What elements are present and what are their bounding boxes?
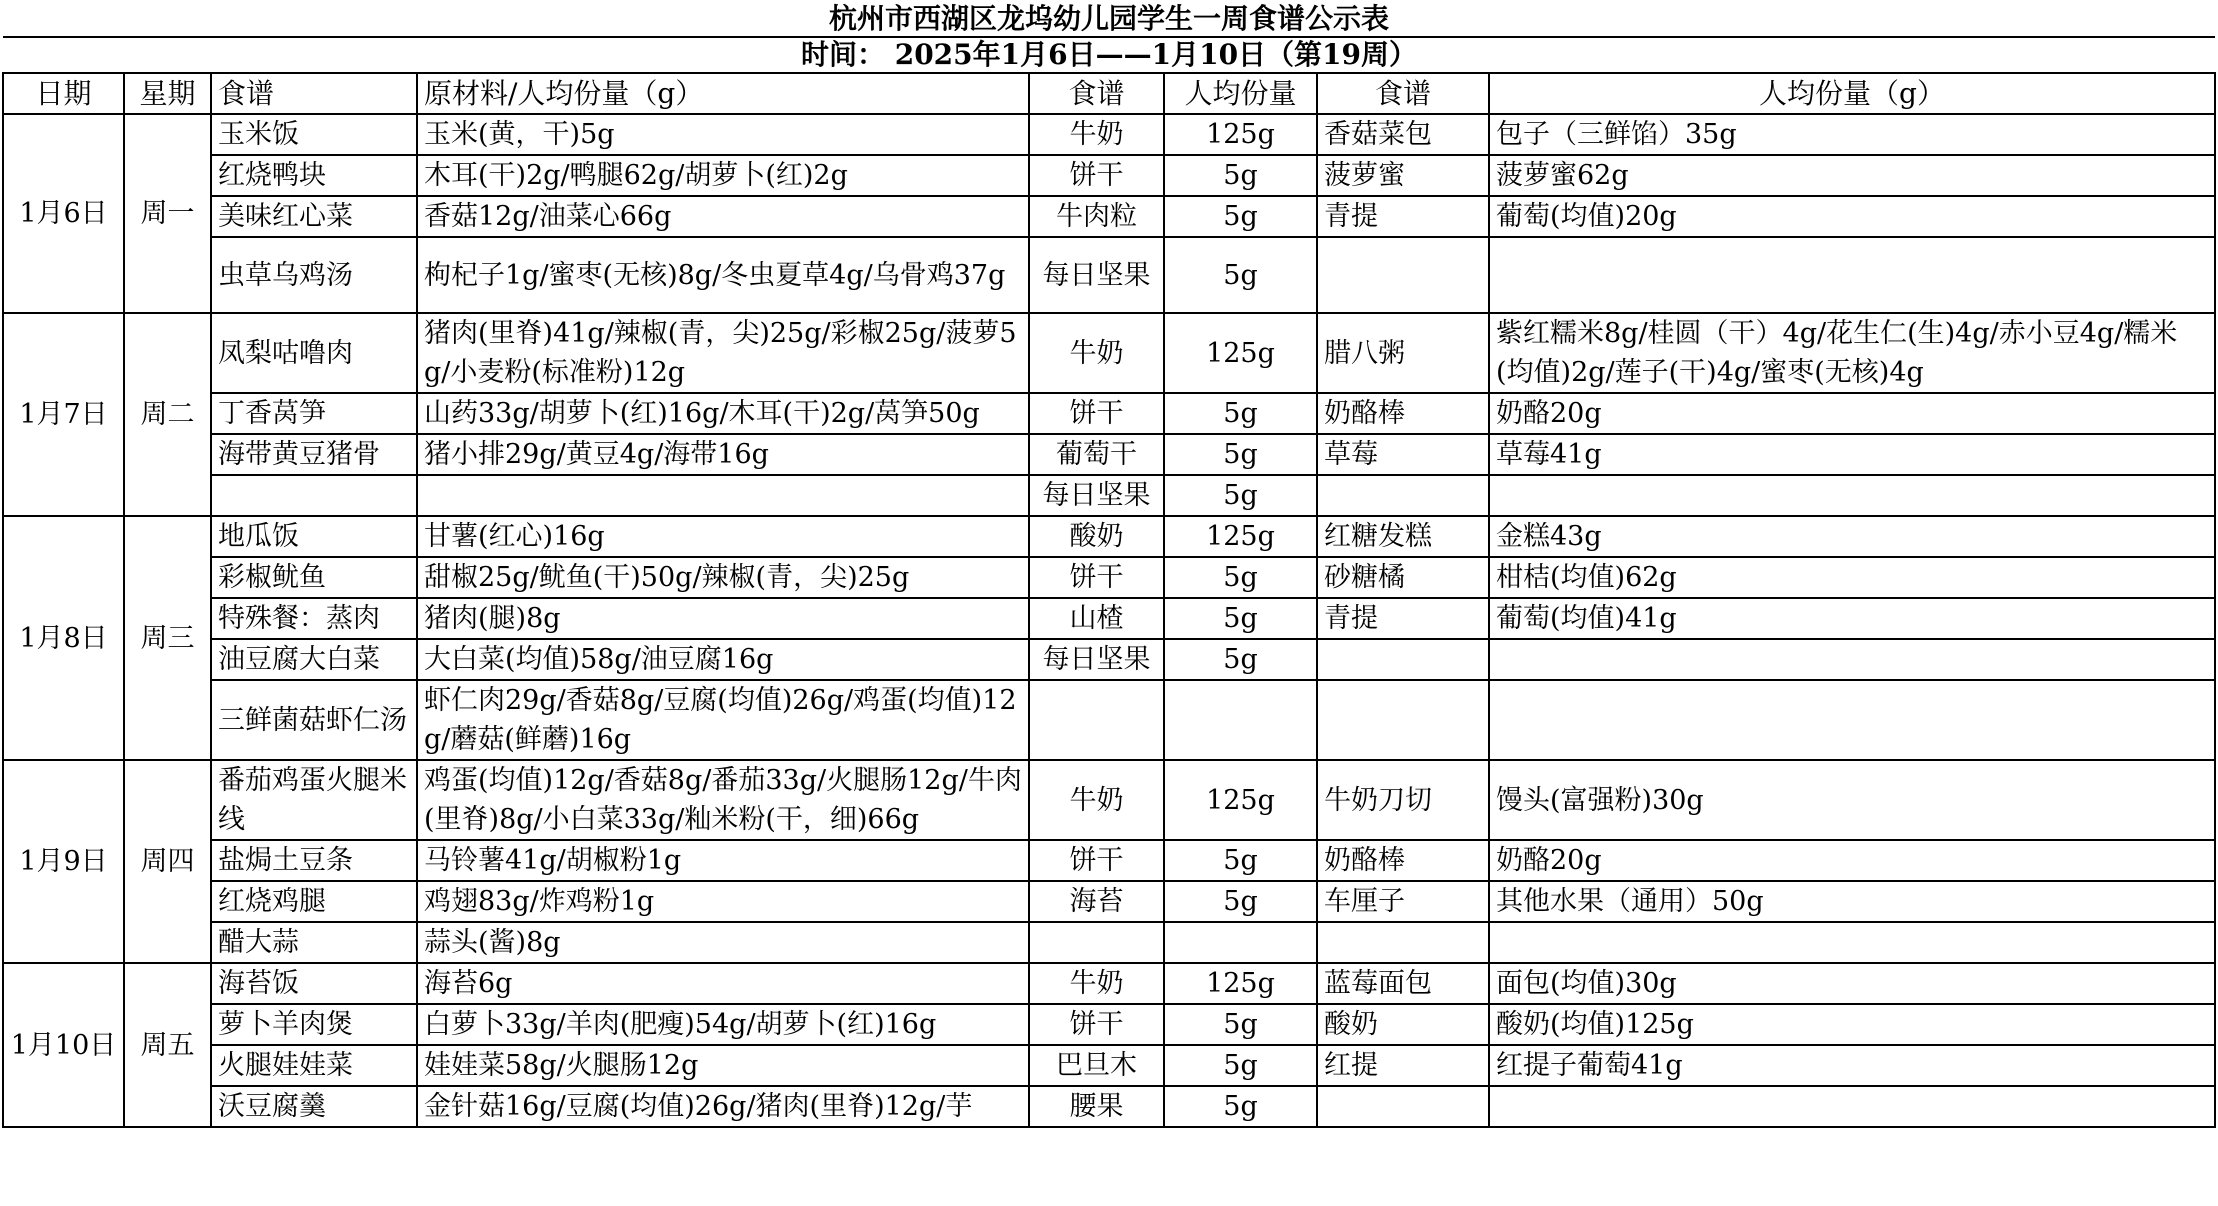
snack-portion-cell: 5g <box>1164 434 1317 475</box>
header-snack: 食谱 <box>1029 73 1164 114</box>
table-row <box>3 475 2215 516</box>
ingredients-cell: 山药33g/胡萝卜(红)16g/木耳(干)2g/莴笋50g <box>417 393 1029 434</box>
date-cell: 1月10日 <box>3 963 124 1127</box>
table-row <box>3 434 2215 475</box>
table-row <box>3 1086 2215 1127</box>
snack-portion-cell: 5g <box>1164 557 1317 598</box>
afternoon-cell <box>1317 1086 1489 1127</box>
date-cell: 1月8日 <box>3 516 124 760</box>
afternoon-portion-cell: 红提子葡萄41g <box>1489 1045 2215 1086</box>
snack-portion-cell: 5g <box>1164 1004 1317 1045</box>
afternoon-cell: 香菇菜包 <box>1317 114 1489 155</box>
header-afternoon: 食谱 <box>1317 73 1489 114</box>
snack-portion-cell: 125g <box>1164 516 1317 557</box>
ingredients-cell: 鸡蛋(均值)12g/香菇8g/番茄33g/火腿肠12g/牛肉(里脊)8g/小白菜33g/籼米粉(干，细)66g <box>417 760 1029 840</box>
table-row <box>3 1004 2215 1045</box>
afternoon-cell: 牛奶刀切 <box>1317 760 1489 840</box>
snack-cell: 牛肉粒 <box>1029 196 1164 237</box>
snack-cell: 饼干 <box>1029 1004 1164 1045</box>
ingredients-cell: 大白菜(均值)58g/油豆腐16g <box>417 639 1029 680</box>
recipe-cell <box>211 475 417 516</box>
afternoon-portion-cell: 葡萄(均值)41g <box>1489 598 2215 639</box>
ingredients-cell: 海苔6g <box>417 963 1029 1004</box>
ingredients-cell: 鸡翅83g/炸鸡粉1g <box>417 881 1029 922</box>
afternoon-portion-cell: 其他水果（通用）50g <box>1489 881 2215 922</box>
recipe-cell: 彩椒鱿鱼 <box>211 557 417 598</box>
weekday-cell: 周一 <box>124 114 211 313</box>
recipe-cell: 红烧鸡腿 <box>211 881 417 922</box>
snack-portion-cell: 5g <box>1164 155 1317 196</box>
snack-portion-cell: 125g <box>1164 963 1317 1004</box>
ingredients-cell: 甜椒25g/鱿鱼(干)50g/辣椒(青，尖)25g <box>417 557 1029 598</box>
afternoon-cell: 青提 <box>1317 598 1489 639</box>
afternoon-portion-cell: 面包(均值)30g <box>1489 963 2215 1004</box>
table-row <box>3 639 2215 680</box>
afternoon-portion-cell: 柑桔(均值)62g <box>1489 557 2215 598</box>
afternoon-portion-cell <box>1489 475 2215 516</box>
afternoon-portion-cell: 奶酪20g <box>1489 840 2215 881</box>
snack-cell: 饼干 <box>1029 393 1164 434</box>
table-row <box>3 313 2215 393</box>
afternoon-cell <box>1317 237 1489 313</box>
menu-table <box>2 2 2216 1128</box>
table-row <box>3 680 2215 760</box>
recipe-cell: 海苔饭 <box>211 963 417 1004</box>
header-weekday: 星期 <box>124 73 211 114</box>
snack-portion-cell: 5g <box>1164 598 1317 639</box>
ingredients-cell: 马铃薯41g/胡椒粉1g <box>417 840 1029 881</box>
snack-cell: 每日坚果 <box>1029 475 1164 516</box>
ingredients-cell: 木耳(干)2g/鸭腿62g/胡萝卜(红)2g <box>417 155 1029 196</box>
afternoon-portion-cell: 金糕43g <box>1489 516 2215 557</box>
page-subtitle: 时间： 2025年1月6日——1月10日（第19周） <box>3 37 2215 73</box>
afternoon-cell <box>1317 680 1489 760</box>
snack-cell: 饼干 <box>1029 155 1164 196</box>
recipe-cell: 玉米饭 <box>211 114 417 155</box>
table-row <box>3 881 2215 922</box>
recipe-cell: 丁香莴笋 <box>211 393 417 434</box>
table-row <box>3 516 2215 557</box>
recipe-cell: 盐焗土豆条 <box>211 840 417 881</box>
snack-cell: 海苔 <box>1029 881 1164 922</box>
snack-cell: 饼干 <box>1029 557 1164 598</box>
header-afternoon-portion: 人均份量（g） <box>1489 73 2215 114</box>
ingredients-cell <box>417 475 1029 516</box>
afternoon-portion-cell <box>1489 922 2215 963</box>
table-row <box>3 598 2215 639</box>
snack-cell: 巴旦木 <box>1029 1045 1164 1086</box>
page-title: 杭州市西湖区龙坞幼儿园学生一周食谱公示表 <box>3 2 2215 37</box>
afternoon-cell: 菠萝蜜 <box>1317 155 1489 196</box>
table-row <box>3 963 2215 1004</box>
afternoon-cell: 草莓 <box>1317 434 1489 475</box>
header-ingredients: 原材料/人均份量（g） <box>417 73 1029 114</box>
recipe-cell: 地瓜饭 <box>211 516 417 557</box>
afternoon-portion-cell: 紫红糯米8g/桂圆（干）4g/花生仁(生)4g/赤小豆4g/糯米(均值)2g/莲子(干)4g/蜜枣(无核)4g <box>1489 313 2215 393</box>
weekday-cell: 周三 <box>124 516 211 760</box>
afternoon-cell: 红提 <box>1317 1045 1489 1086</box>
afternoon-portion-cell: 馒头(富强粉)30g <box>1489 760 2215 840</box>
afternoon-portion-cell: 葡萄(均值)20g <box>1489 196 2215 237</box>
recipe-cell: 沃豆腐羹 <box>211 1086 417 1127</box>
date-cell: 1月7日 <box>3 313 124 516</box>
snack-cell: 每日坚果 <box>1029 639 1164 680</box>
afternoon-portion-cell <box>1489 639 2215 680</box>
table-row <box>3 237 2215 313</box>
snack-portion-cell <box>1164 680 1317 760</box>
table-row <box>3 840 2215 881</box>
snack-cell <box>1029 680 1164 760</box>
afternoon-portion-cell: 酸奶(均值)125g <box>1489 1004 2215 1045</box>
table-row <box>3 1045 2215 1086</box>
snack-portion-cell: 5g <box>1164 840 1317 881</box>
ingredients-cell: 猪小排29g/黄豆4g/海带16g <box>417 434 1029 475</box>
snack-portion-cell: 5g <box>1164 881 1317 922</box>
snack-cell: 牛奶 <box>1029 963 1164 1004</box>
table-row <box>3 393 2215 434</box>
recipe-cell: 虫草乌鸡汤 <box>211 237 417 313</box>
recipe-cell: 番茄鸡蛋火腿米线 <box>211 760 417 840</box>
snack-cell: 牛奶 <box>1029 760 1164 840</box>
recipe-cell: 火腿娃娃菜 <box>211 1045 417 1086</box>
snack-portion-cell: 5g <box>1164 393 1317 434</box>
afternoon-cell: 砂糖橘 <box>1317 557 1489 598</box>
table-row <box>3 760 2215 840</box>
ingredients-cell: 猪肉(腿)8g <box>417 598 1029 639</box>
afternoon-cell: 青提 <box>1317 196 1489 237</box>
ingredients-cell: 枸杞子1g/蜜枣(无核)8g/冬虫夏草4g/乌骨鸡37g <box>417 237 1029 313</box>
afternoon-cell: 腊八粥 <box>1317 313 1489 393</box>
snack-portion-cell: 5g <box>1164 639 1317 680</box>
afternoon-cell <box>1317 639 1489 680</box>
afternoon-portion-cell <box>1489 1086 2215 1127</box>
date-cell: 1月9日 <box>3 760 124 963</box>
snack-portion-cell: 5g <box>1164 1086 1317 1127</box>
snack-cell <box>1029 922 1164 963</box>
ingredients-cell: 甘薯(红心)16g <box>417 516 1029 557</box>
afternoon-cell: 酸奶 <box>1317 1004 1489 1045</box>
snack-cell: 山楂 <box>1029 598 1164 639</box>
recipe-cell: 油豆腐大白菜 <box>211 639 417 680</box>
ingredients-cell: 玉米(黄，干)5g <box>417 114 1029 155</box>
table-row <box>3 155 2215 196</box>
recipe-cell: 美味红心菜 <box>211 196 417 237</box>
ingredients-cell: 虾仁肉29g/香菇8g/豆腐(均值)26g/鸡蛋(均值)12g/蘑菇(鲜蘑)16g <box>417 680 1029 760</box>
afternoon-cell: 奶酪棒 <box>1317 840 1489 881</box>
table-row <box>3 196 2215 237</box>
afternoon-cell: 车厘子 <box>1317 881 1489 922</box>
ingredients-cell: 蒜头(酱)8g <box>417 922 1029 963</box>
header-date: 日期 <box>3 73 124 114</box>
snack-cell: 酸奶 <box>1029 516 1164 557</box>
snack-portion-cell <box>1164 922 1317 963</box>
afternoon-portion-cell: 菠萝蜜62g <box>1489 155 2215 196</box>
ingredients-cell: 香菇12g/油菜心66g <box>417 196 1029 237</box>
recipe-cell: 海带黄豆猪骨 <box>211 434 417 475</box>
snack-cell: 葡萄干 <box>1029 434 1164 475</box>
recipe-cell: 红烧鸭块 <box>211 155 417 196</box>
snack-portion-cell: 5g <box>1164 196 1317 237</box>
snack-cell: 牛奶 <box>1029 114 1164 155</box>
afternoon-cell: 蓝莓面包 <box>1317 963 1489 1004</box>
snack-portion-cell: 125g <box>1164 114 1317 155</box>
weekday-cell: 周四 <box>124 760 211 963</box>
snack-cell: 饼干 <box>1029 840 1164 881</box>
table-row <box>3 922 2215 963</box>
ingredients-cell: 白萝卜33g/羊肉(肥瘦)54g/胡萝卜(红)16g <box>417 1004 1029 1045</box>
afternoon-cell: 奶酪棒 <box>1317 393 1489 434</box>
recipe-cell: 特殊餐：蒸肉 <box>211 598 417 639</box>
date-cell: 1月6日 <box>3 114 124 313</box>
ingredients-cell: 猪肉(里脊)41g/辣椒(青，尖)25g/彩椒25g/菠萝5g/小麦粉(标准粉)12g <box>417 313 1029 393</box>
afternoon-portion-cell: 包子（三鲜馅）35g <box>1489 114 2215 155</box>
snack-portion-cell: 5g <box>1164 475 1317 516</box>
table-row <box>3 114 2215 155</box>
afternoon-cell <box>1317 475 1489 516</box>
afternoon-cell <box>1317 922 1489 963</box>
snack-portion-cell: 125g <box>1164 760 1317 840</box>
header-snack-portion: 人均份量 <box>1164 73 1317 114</box>
snack-cell: 每日坚果 <box>1029 237 1164 313</box>
afternoon-portion-cell: 奶酪20g <box>1489 393 2215 434</box>
snack-portion-cell: 5g <box>1164 237 1317 313</box>
snack-cell: 牛奶 <box>1029 313 1164 393</box>
weekday-cell: 周五 <box>124 963 211 1127</box>
afternoon-portion-cell: 草莓41g <box>1489 434 2215 475</box>
header-recipe: 食谱 <box>211 73 417 114</box>
snack-portion-cell: 125g <box>1164 313 1317 393</box>
recipe-cell: 凤梨咕噜肉 <box>211 313 417 393</box>
afternoon-portion-cell <box>1489 237 2215 313</box>
recipe-cell: 三鲜菌菇虾仁汤 <box>211 680 417 760</box>
recipe-cell: 醋大蒜 <box>211 922 417 963</box>
afternoon-cell: 红糖发糕 <box>1317 516 1489 557</box>
afternoon-portion-cell <box>1489 680 2215 760</box>
ingredients-cell: 金针菇16g/豆腐(均值)26g/猪肉(里脊)12g/芋 <box>417 1086 1029 1127</box>
ingredients-cell: 娃娃菜58g/火腿肠12g <box>417 1045 1029 1086</box>
snack-cell: 腰果 <box>1029 1086 1164 1127</box>
table-row <box>3 557 2215 598</box>
recipe-cell: 萝卜羊肉煲 <box>211 1004 417 1045</box>
snack-portion-cell: 5g <box>1164 1045 1317 1086</box>
weekday-cell: 周二 <box>124 313 211 516</box>
